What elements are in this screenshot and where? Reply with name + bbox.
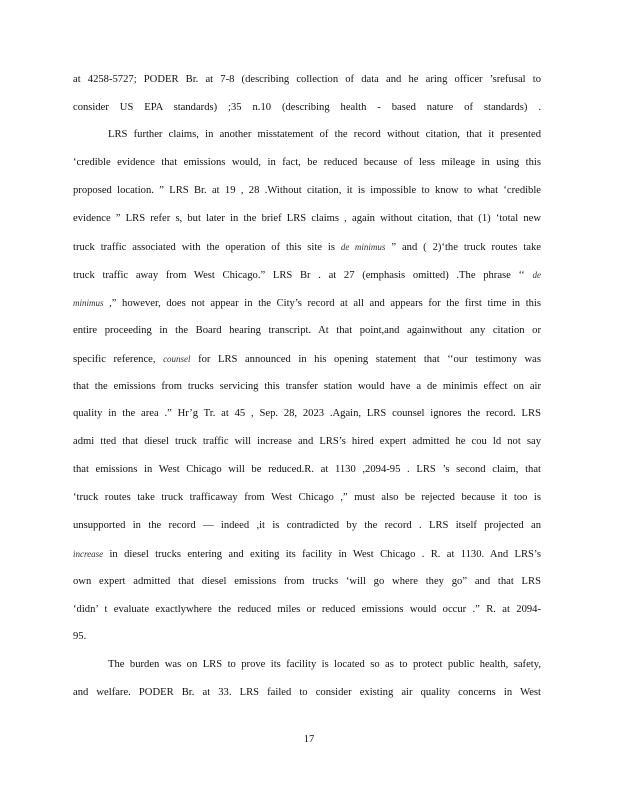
text-run: specific reference, — [73, 354, 164, 365]
text-run: quality in the area .” Hr’g Tr. at 45 , Sep. 28, 2023 .Again, LRS counsel ignores the record. LRS — [73, 408, 541, 419]
text-run: and welfare. PODER Br. at 33. LRS failed to consider existing air quality concerns in West — [73, 687, 541, 698]
text-run: proposed location. ” LRS Br. at 19 , 28 .Without citation, it is impossible to know to what ‘credible — [73, 185, 541, 196]
text-run: ,” however, does not appear in the City’s record at all and appears for the first time in this — [103, 298, 541, 309]
italic-term: de — [532, 270, 541, 280]
body-line-9 — [73, 296, 541, 311]
body-line-4 — [73, 156, 541, 170]
text-run: own expert admitted that diesel emissions from trucks ‘will go where they go” and that LRS — [73, 576, 541, 587]
body-line-7 — [73, 240, 541, 255]
text-run: ‘didn’ t evaluate exactlywhere the reduced miles or reduced emissions would occur .” R. at 2094- — [73, 604, 541, 615]
text-run: The burden was on LRS to prove its facility is located so as to protect public health, safety, — [108, 659, 541, 670]
body-line-8 — [73, 268, 541, 283]
text-run: entire proceeding in the Board hearing transcript. At that point,and againwithout any citation or — [73, 325, 541, 336]
italic-term: minimus — [73, 298, 104, 308]
text-run: at 4258-5727; PODER Br. at 7-8 (describing collection of data and he aring officer ’srefusal to — [73, 74, 541, 85]
italic-term: increase — [73, 549, 104, 559]
body-line-18 — [73, 547, 541, 562]
text-run: truck traffic away from West Chicago.” LRS Br . at 27 (emphasis omitted) .The phrase ‘‘ — [73, 270, 533, 281]
body-line-10 — [73, 324, 541, 338]
text-run: for LRS announced in his opening statement that ‘‘our testimony was — [190, 354, 541, 365]
body-line-13 — [73, 407, 541, 421]
text-run: evidence ” LRS refer s, but later in the brief LRS claims , again without citation, that (1) ‘total new — [73, 213, 541, 224]
text-run: that emissions in West Chicago will be reduced.R. at 1130 ,2094-95 . LRS ’s second claim, that — [73, 464, 541, 475]
body-line-20 — [73, 603, 541, 617]
italic-term: counsel — [163, 354, 191, 364]
body-line-21 — [73, 630, 541, 644]
body-line-5 — [73, 184, 541, 198]
italic-term: de minimus — [340, 242, 386, 252]
body-line-3 — [108, 128, 541, 142]
text-run: ‘credible evidence that emissions would, in fact, be reduced because of less mileage in using this — [73, 157, 541, 168]
body-line-19 — [73, 575, 541, 589]
body-line-6 — [73, 212, 541, 226]
body-line-2 — [73, 101, 541, 115]
text-run: ” and ( 2)‘the truck routes take — [385, 242, 541, 253]
body-line-23 — [73, 686, 541, 700]
body-line-14 — [73, 435, 541, 449]
body-line-1 — [73, 73, 541, 87]
body-line-12 — [73, 380, 541, 394]
text-run: unsupported in the record — indeed ,it is contradicted by the record . LRS itself projected an — [73, 520, 541, 531]
body-line-15 — [73, 463, 541, 477]
text-run: truck traffic associated with the operation of this site is — [73, 242, 341, 253]
text-run: consider US EPA standards) ;35 n.10 (describing health - based nature of standards) . — [73, 102, 541, 113]
body-line-22 — [108, 658, 541, 672]
body-line-16 — [73, 491, 541, 505]
text-run: ‘truck routes take truck trafficaway from West Chicago ,” must also be rejected because it too is — [73, 492, 541, 503]
text-run: admi tted that diesel truck traffic will increase and LRS’s hired expert admitted he cou ld not say — [73, 436, 541, 447]
body-line-17 — [73, 519, 541, 533]
page-number: 17 — [303, 734, 315, 745]
text-run: 95. — [73, 631, 87, 642]
text-run: that the emissions from trucks servicing this transfer station would have a de minimis effect on air — [73, 381, 541, 392]
text-run: LRS further claims, in another misstatement of the record without citation, that it presented — [108, 129, 541, 140]
body-line-11 — [73, 352, 541, 367]
text-run: in diesel trucks entering and exiting its facility in West Chicago . R. at 1130. And LRS’s — [103, 549, 541, 560]
